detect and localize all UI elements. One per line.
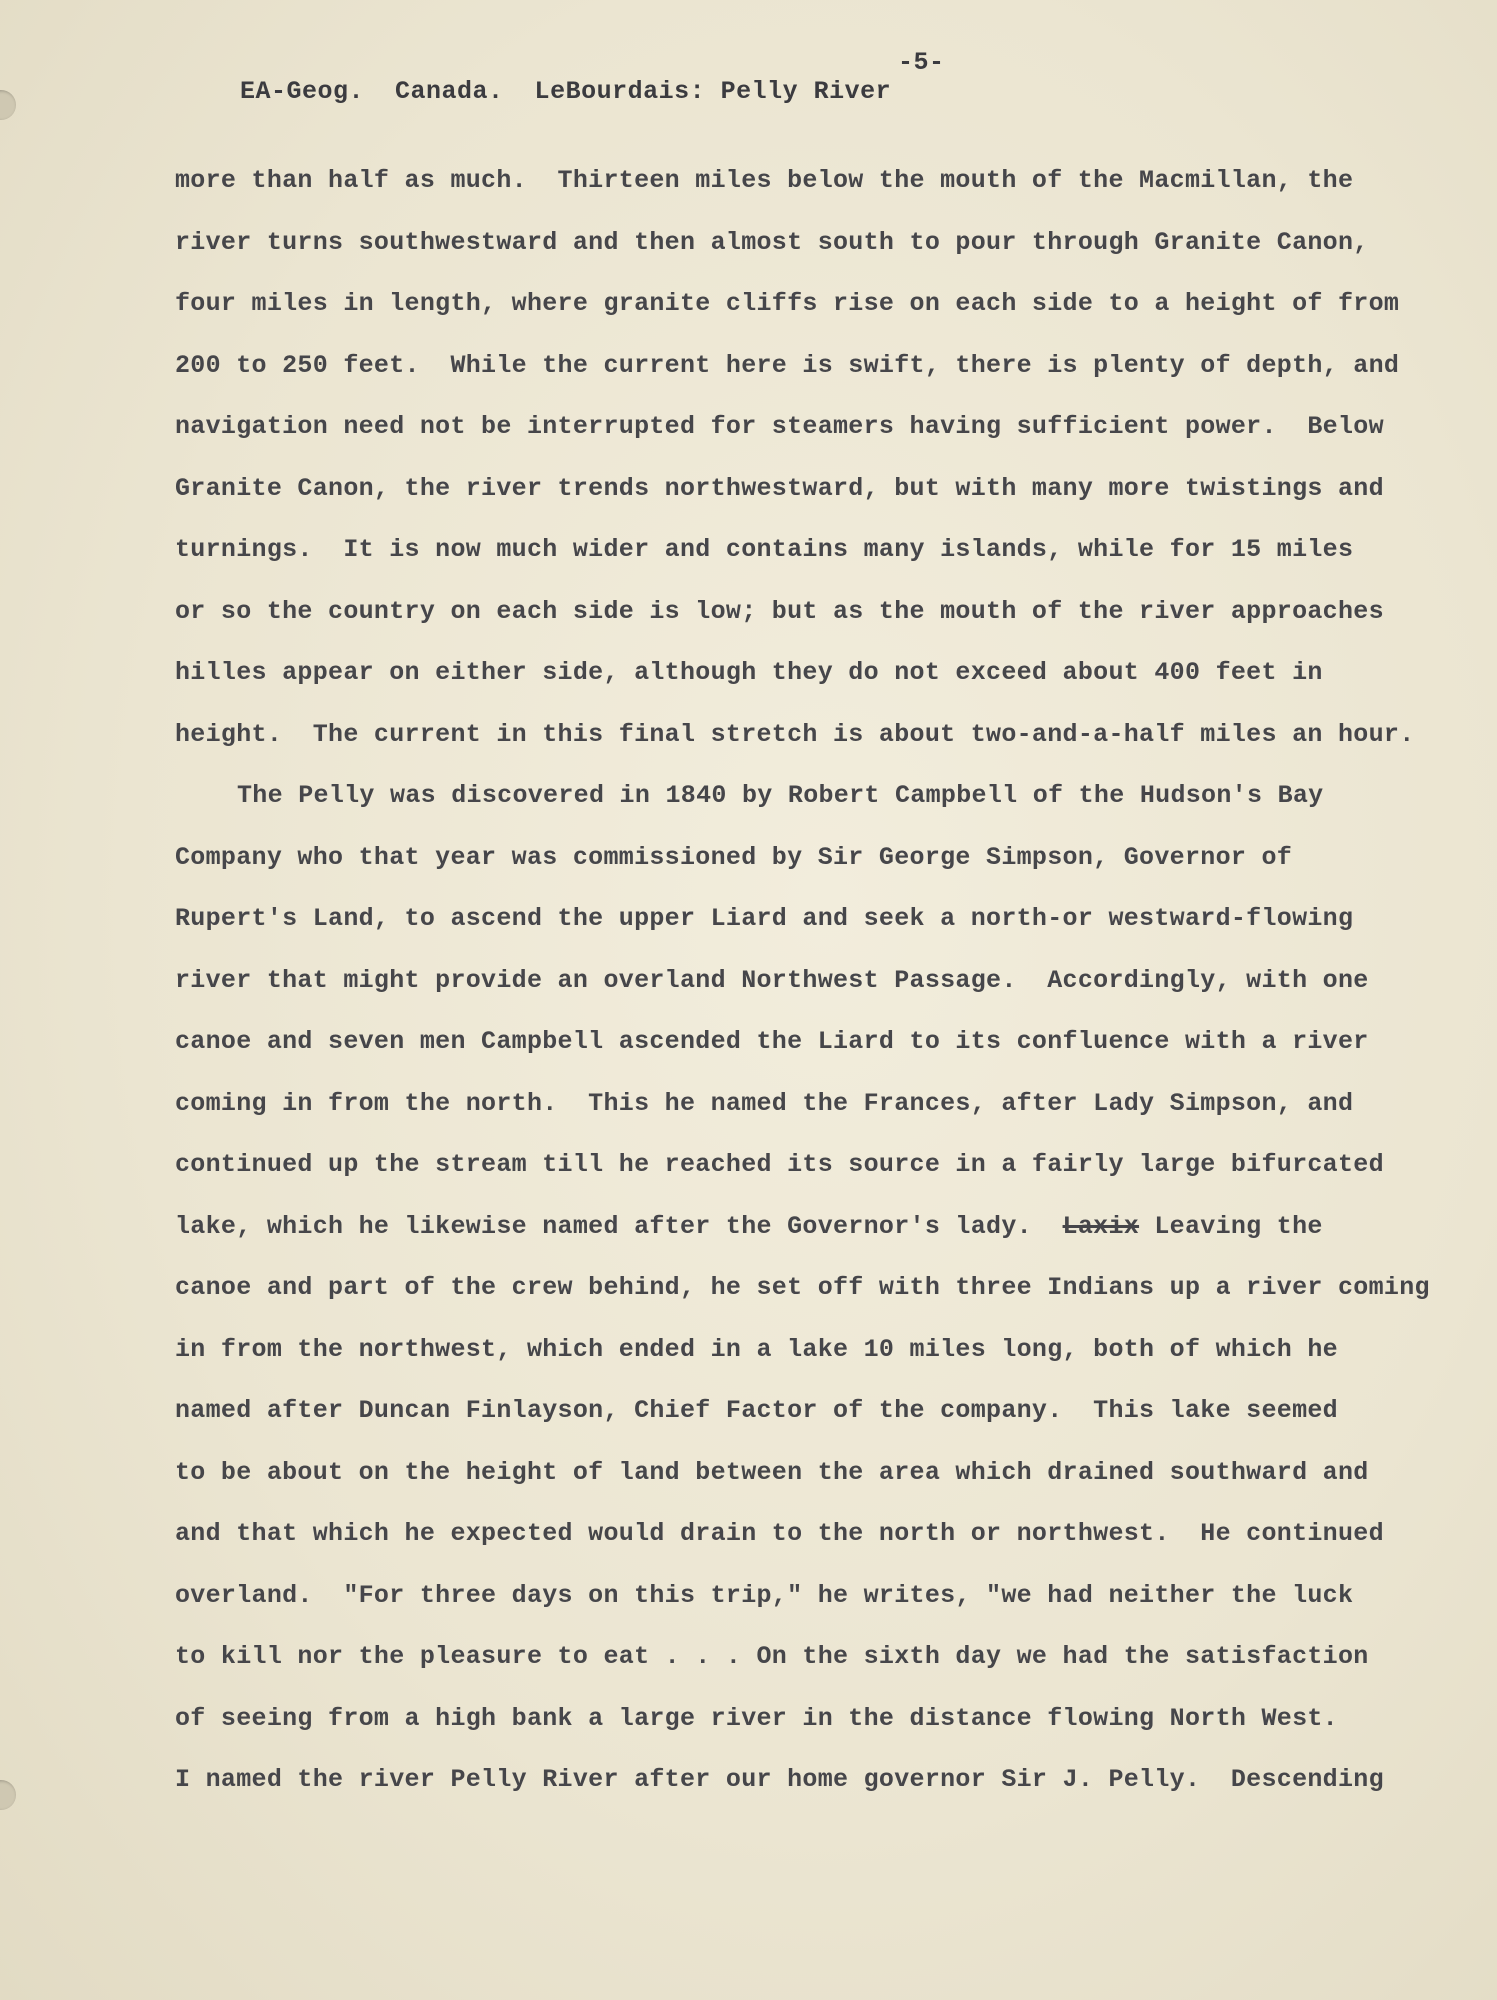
text-line: named after Duncan Finlayson, Chief Factor of the company. This lake seemed [175,1396,1338,1425]
paragraph-1 [175,150,1445,765]
text-line: river turns southwestward and then almost south to pour through Granite Canon, [175,227,1369,257]
struck-out-word: Laxix [1062,1211,1140,1241]
text-line: navigation need not be interrupted for steamers having sufficient power. Below [175,412,1384,441]
text-line: to be about on the height of land between the area which drained southward and [175,1457,1369,1487]
text-line: continued up the stream till he reached its source in a fairly large bifurcated [175,1150,1384,1179]
text-line: or so the country on each side is low; but as the mouth of the river approaches [175,596,1384,626]
text-line: I named the river Pelly River after our home governor Sir J. Pelly. Descending [175,1765,1384,1794]
text-line: more than half as much. Thirteen miles below the mouth of the Macmillan, the [175,166,1354,195]
text-line: The Pelly was discovered in 1840 by Robert Campbell of the Hudson's Bay [237,781,1324,810]
text-line: Rupert's Land, to ascend the upper Liard and seek a north-or westward-flowing [175,904,1354,933]
text-line: canoe and part of the crew behind, he set off with three Indians up a river coming [175,1273,1430,1302]
text-line: turnings. It is now much wider and contains many islands, while for 15 miles [175,535,1354,564]
text-segment: Leaving the [1139,1211,1323,1241]
text-line: 200 to 250 feet. While the current here is swift, there is plenty of depth, and [175,350,1400,380]
text-line: overland. "For three days on this trip," he writes, "we had neither the luck [175,1580,1354,1610]
text-line: river that might provide an overland Northwest Passage. Accordingly, with one [175,965,1369,995]
text-line: height. The current in this final stretch is about two-and-a-half miles an hour. [175,719,1415,749]
page-number: -5- [898,48,945,77]
page-header [178,48,945,164]
text-line: canoe and seven men Campbell ascended the Liard to its confluence with a river [175,1027,1369,1056]
text-line: coming in from the north. This he named the Frances, after Lady Simpson, and [175,1088,1354,1118]
text-line: and that which he expected would drain to the north or northwest. He continued [175,1519,1384,1548]
punch-hole-top [0,90,16,120]
text-segment: lake, which he likewise named after the Governor's lady. [175,1211,1063,1241]
text-line: of seeing from a high bank a large river in the distance flowing North West. [175,1703,1338,1733]
paragraph-2 [175,765,1445,1811]
text-line: to kill nor the pleasure to eat . . . On the sixth day we had the satisfaction [175,1642,1369,1671]
text-line: Granite Canon, the river trends northwestward, but with many more twistings and [175,473,1384,503]
text-line: hilles appear on either side, although they do not exceed about 400 feet in [175,658,1323,687]
header-title: EA-Geog. Canada. LeBourdais: Pelly River [240,77,892,106]
text-line: four miles in length, where granite cliffs rise on each side to a height of from [175,289,1400,318]
punch-hole-bottom [0,1780,16,1810]
body-text [175,150,1445,1811]
text-line: in from the northwest, which ended in a lake 10 miles long, both of which he [175,1334,1338,1364]
text-line-with-strikeout [175,1196,1445,1258]
text-line: Company who that year was commissioned by Sir George Simpson, Governor of [175,842,1293,872]
